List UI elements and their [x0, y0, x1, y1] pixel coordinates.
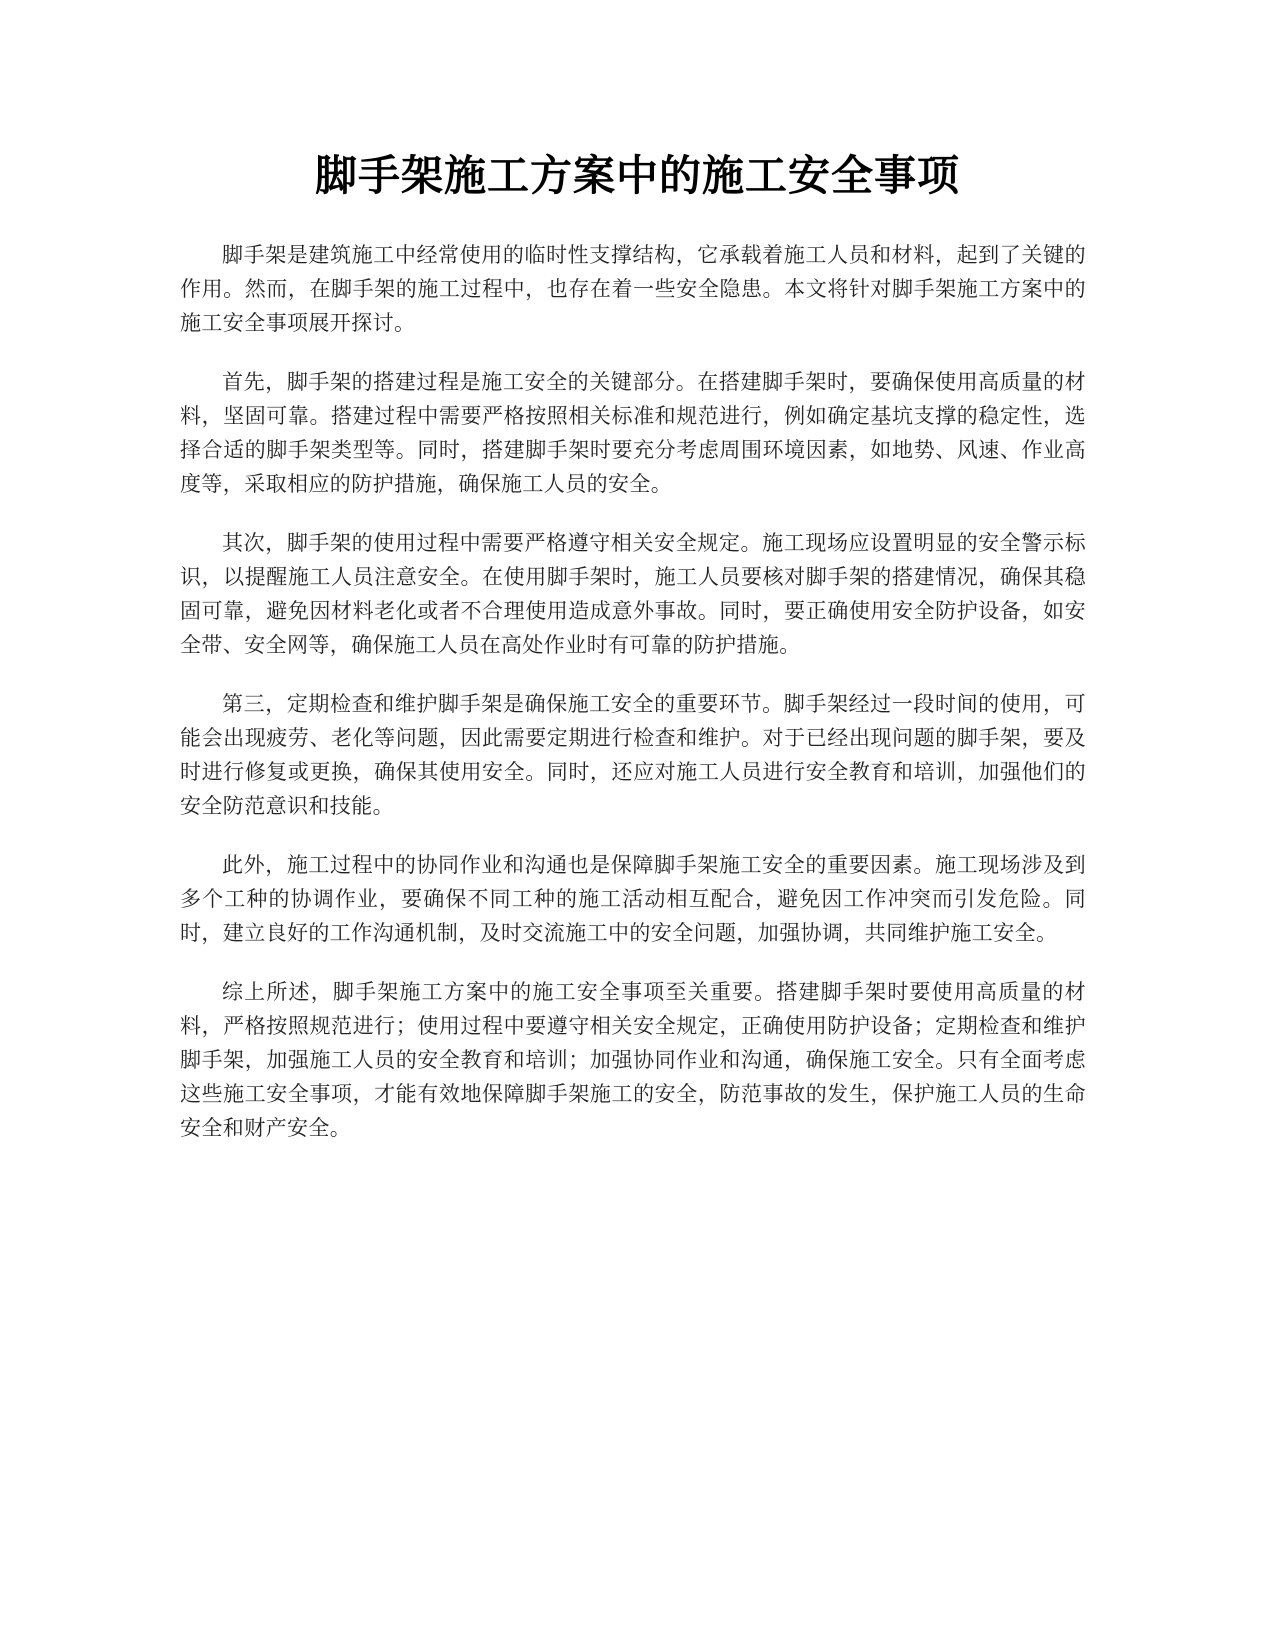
paragraph-inspection: 第三，定期检查和维护脚手架是确保施工安全的重要环节。脚手架经过一段时间的使用，可能会出现疲劳、老化等问题，因此需要定期进行检查和维护。对于已经出现问题的脚手架，要及时进行修复或更换，确保其使用安全。同时，还应对施工人员进行安全教育和培训，加强他们的安全防范意识和技能。 — [180, 692, 1086, 818]
paragraph-usage: 其次，脚手架的使用过程中需要严格遵守相关安全规定。施工现场应设置明显的安全警示标识，以提醒施工人员注意安全。在使用脚手架时，施工人员要核对脚手架的搭建情况，确保其稳固可靠，避免因材料老化或者不合理使用造成意外事故。同时，要正确使用安全防护设备，如安全带、安全网等，确保施工人员在高处作业时有可靠的防护措施。 — [180, 531, 1086, 657]
paragraph-conclusion: 综上所述，脚手架施工方案中的施工安全事项至关重要。搭建脚手架时要使用高质量的材料，严格按照规范进行；使用过程中要遵守相关安全规定，正确使用防护设备；定期检查和维护脚手架，加强施工人员的安全教育和培训；加强协同作业和沟通，确保施工安全。只有全面考虑这些施工安全事项，才能有效地保障脚手架施工的安全，防范事故的发生，保护施工人员的生命安全和财产安全。 — [180, 980, 1086, 1140]
paragraph-coordination: 此外，施工过程中的协同作业和沟通也是保障脚手架施工安全的重要因素。施工现场涉及到多个工种的协调作业，要确保不同工种的施工活动相互配合，避免因工作冲突而引发危险。同时，建立良好的工作沟通机制，及时交流施工中的安全问题，加强协调，共同维护施工安全。 — [180, 853, 1086, 945]
document-body — [180, 238, 1086, 1170]
document-title: 脚手架施工方案中的施工安全事项 — [314, 151, 960, 200]
paragraph-intro: 脚手架是建筑施工中经常使用的临时性支撑结构，它承载着施工人员和材料，起到了关键的作用。然而，在脚手架的施工过程中，也存在着一些安全隐患。本文将针对脚手架施工方案中的施工安全事项展开探讨。 — [180, 243, 1086, 335]
paragraph-erection: 首先，脚手架的搭建过程是施工安全的关键部分。在搭建脚手架时，要确保使用高质量的材料，坚固可靠。搭建过程中需要严格按照相关标准和规范进行，例如确定基坑支撑的稳定性，选择合适的脚手架类型等。同时，搭建脚手架时要充分考虑周围环境因素，如地势、风速、作业高度等，采取相应的防护措施，确保施工人员的安全。 — [180, 370, 1086, 496]
